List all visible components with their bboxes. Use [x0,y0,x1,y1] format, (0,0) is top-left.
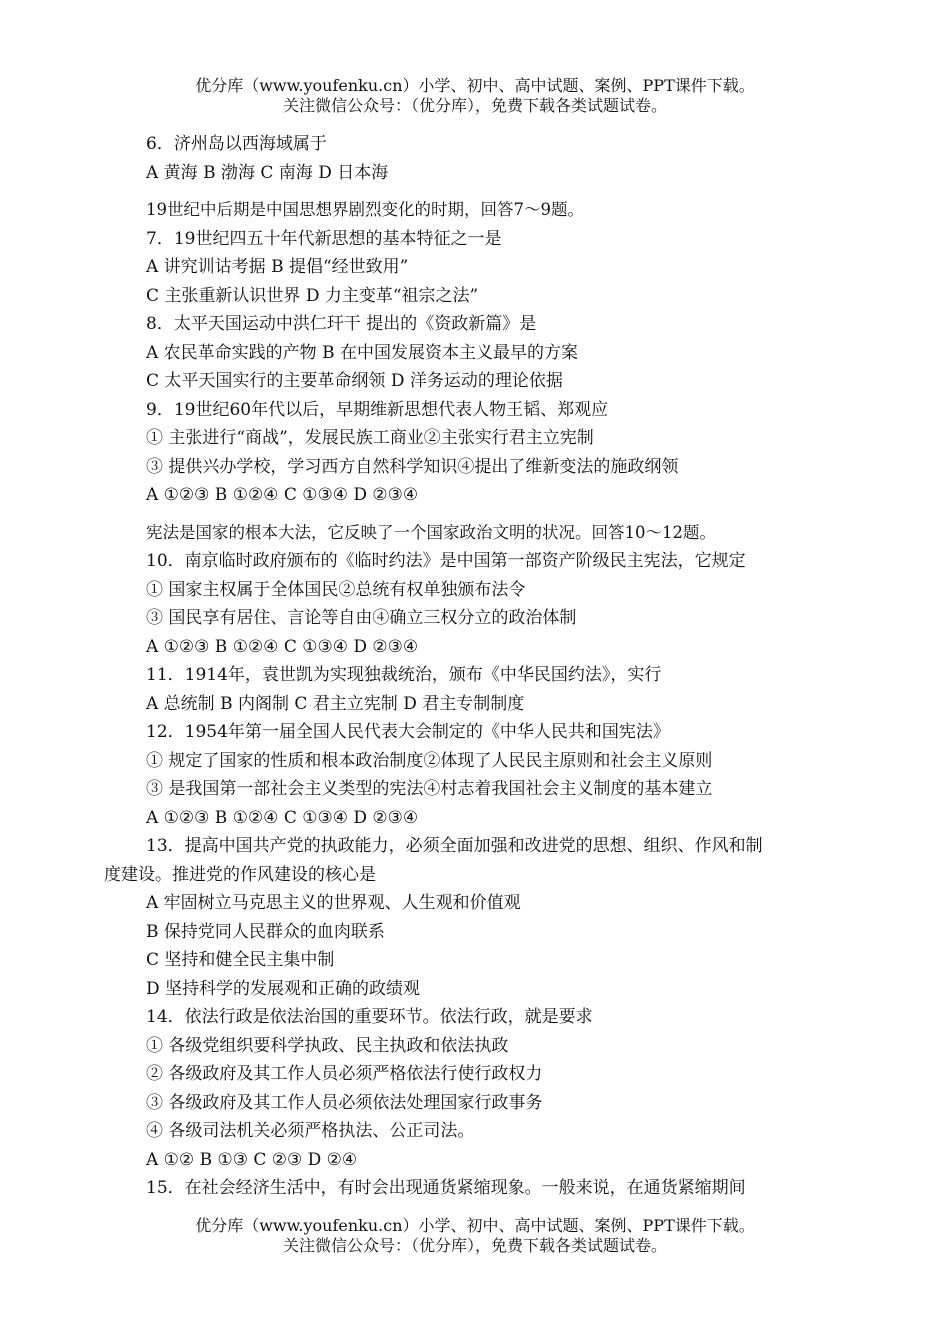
page-header [0,76,950,116]
option-line: B 保持党同人民群众的血肉联系 [146,921,385,942]
options-line: A ①②③ B ①②④ C ①③④ D ②③④ [146,807,419,828]
question-line: 13．提高中国共产党的执政能力，必须全面加强和改进党的思想、组织、作风和制 [146,836,763,856]
statement-line: ① 规定了国家的性质和根本政治制度②体现了人民民主原则和社会主义原则 [146,750,713,771]
section-intro: 宪法是国家的根本大法，它反映了一个国家政治文明的状况。回答10～12题。 [146,522,716,542]
option-line: D 坚持科学的发展观和正确的政绩观 [146,978,421,999]
option-line: A 牢固树立马克思主义的世界观、人生观和价值观 [146,893,521,913]
options-line: A 黄海 B 渤海 C 南海 D 日本海 [146,162,389,183]
footer-line-2: 关注微信公众号：（优分库），免费下载各类试题试卷。 [282,1236,667,1255]
footer-line-1: 优分库（www.youfenku.cn）小学、初中、高中试题、案例、PPT课件下载。 [195,1216,755,1235]
statement-line: ③ 提供兴办学校，学习西方自然科学知识④提出了维新变法的施政纲领 [146,456,679,477]
question-continuation: 度建设。推进党的作风建设的核心是 [104,864,376,885]
options-line: A 讲究训诂考据 B 提倡“经世致用” [146,257,409,277]
options-line: A ①②③ B ①②④ C ①③④ D ②③④ [146,485,419,505]
options-line: A ①② B ①③ C ②③ D ②④ [146,1149,358,1170]
statement-line: ③ 是我国第一部社会主义类型的宪法④村志着我国社会主义制度的基本建立 [146,779,713,799]
question-line: 8．太平天国运动中洪仁玕干 提出的《资政新篇》是 [146,314,537,334]
statement-line: ① 主张进行“商战”，发展民族工商业②主张实行君主立宪制 [146,428,594,448]
section-intro: 19世纪中后期是中国思想界剧烈变化的时期，回答7～9题。 [146,200,584,219]
statement-line: ③ 各级政府及其工作人员必须依法处理国家行政事务 [146,1092,543,1113]
question-line: 10．南京临时政府颁布的《临时约法》是中国第一部资产阶级民主宪法，它规定 [146,551,746,571]
question-line: 14．依法行政是依法治国的重要环节。依法行政，就是要求 [146,1007,593,1027]
statement-line: ④ 各级司法机关必须严格执法、公正司法。 [146,1121,475,1141]
options-line: A 总统制 B 内阁制 C 君主立宪制 D 君主专制制度 [146,693,525,714]
question-line: 9．19世纪60年代以后，早期维新思想代表人物王韬、郑观应 [146,399,609,420]
header-line-1: 优分库（www.youfenku.cn）小学、初中、高中试题、案例、PPT课件下载。 [195,76,755,95]
statement-line: ① 各级党组织要科学执政、民主执政和依法执政 [146,1035,509,1056]
page-footer [0,1216,950,1256]
options-line: C 主张重新认识世界 D 力主变革“祖宗之法” [146,285,479,306]
header-line-2: 关注微信公众号：（优分库），免费下载各类试题试卷。 [282,96,667,115]
options-line: C 太平天国实行的主要革命纲领 D 洋务运动的理论依据 [146,371,563,391]
statement-line: ③ 国民享有居住、言论等自由④确立三权分立的政治体制 [146,608,577,628]
statement-line: ① 国家主权属于全体国民②总统有权单独颁布法令 [146,579,526,600]
options-line: A ①②③ B ①②④ C ①③④ D ②③④ [146,636,419,657]
question-line: 15．在社会经济生活中，有时会出现通货紧缩现象。一般来说，在通货紧缩期间 [146,1178,746,1198]
options-line: A 农民革命实践的产物 B 在中国发展资本主义最早的方案 [146,342,578,363]
statement-line: ② 各级政府及其工作人员必须严格依法行使行政权力 [146,1064,543,1084]
option-line: C 坚持和健全民主集中制 [146,950,335,970]
question-line: 7．19世纪四五十年代新思想的基本特征之一是 [146,228,502,249]
document-body [104,130,866,1203]
question-line: 11．1914年，袁世凯为实现独裁统治，颁布《中华民国约法》，实行 [146,665,662,685]
question-line: 12．1954年第一届全国人民代表大会制定的《中华人民共和国宪法》 [146,722,670,742]
question-line: 6．济州岛以西海域属于 [146,134,327,154]
